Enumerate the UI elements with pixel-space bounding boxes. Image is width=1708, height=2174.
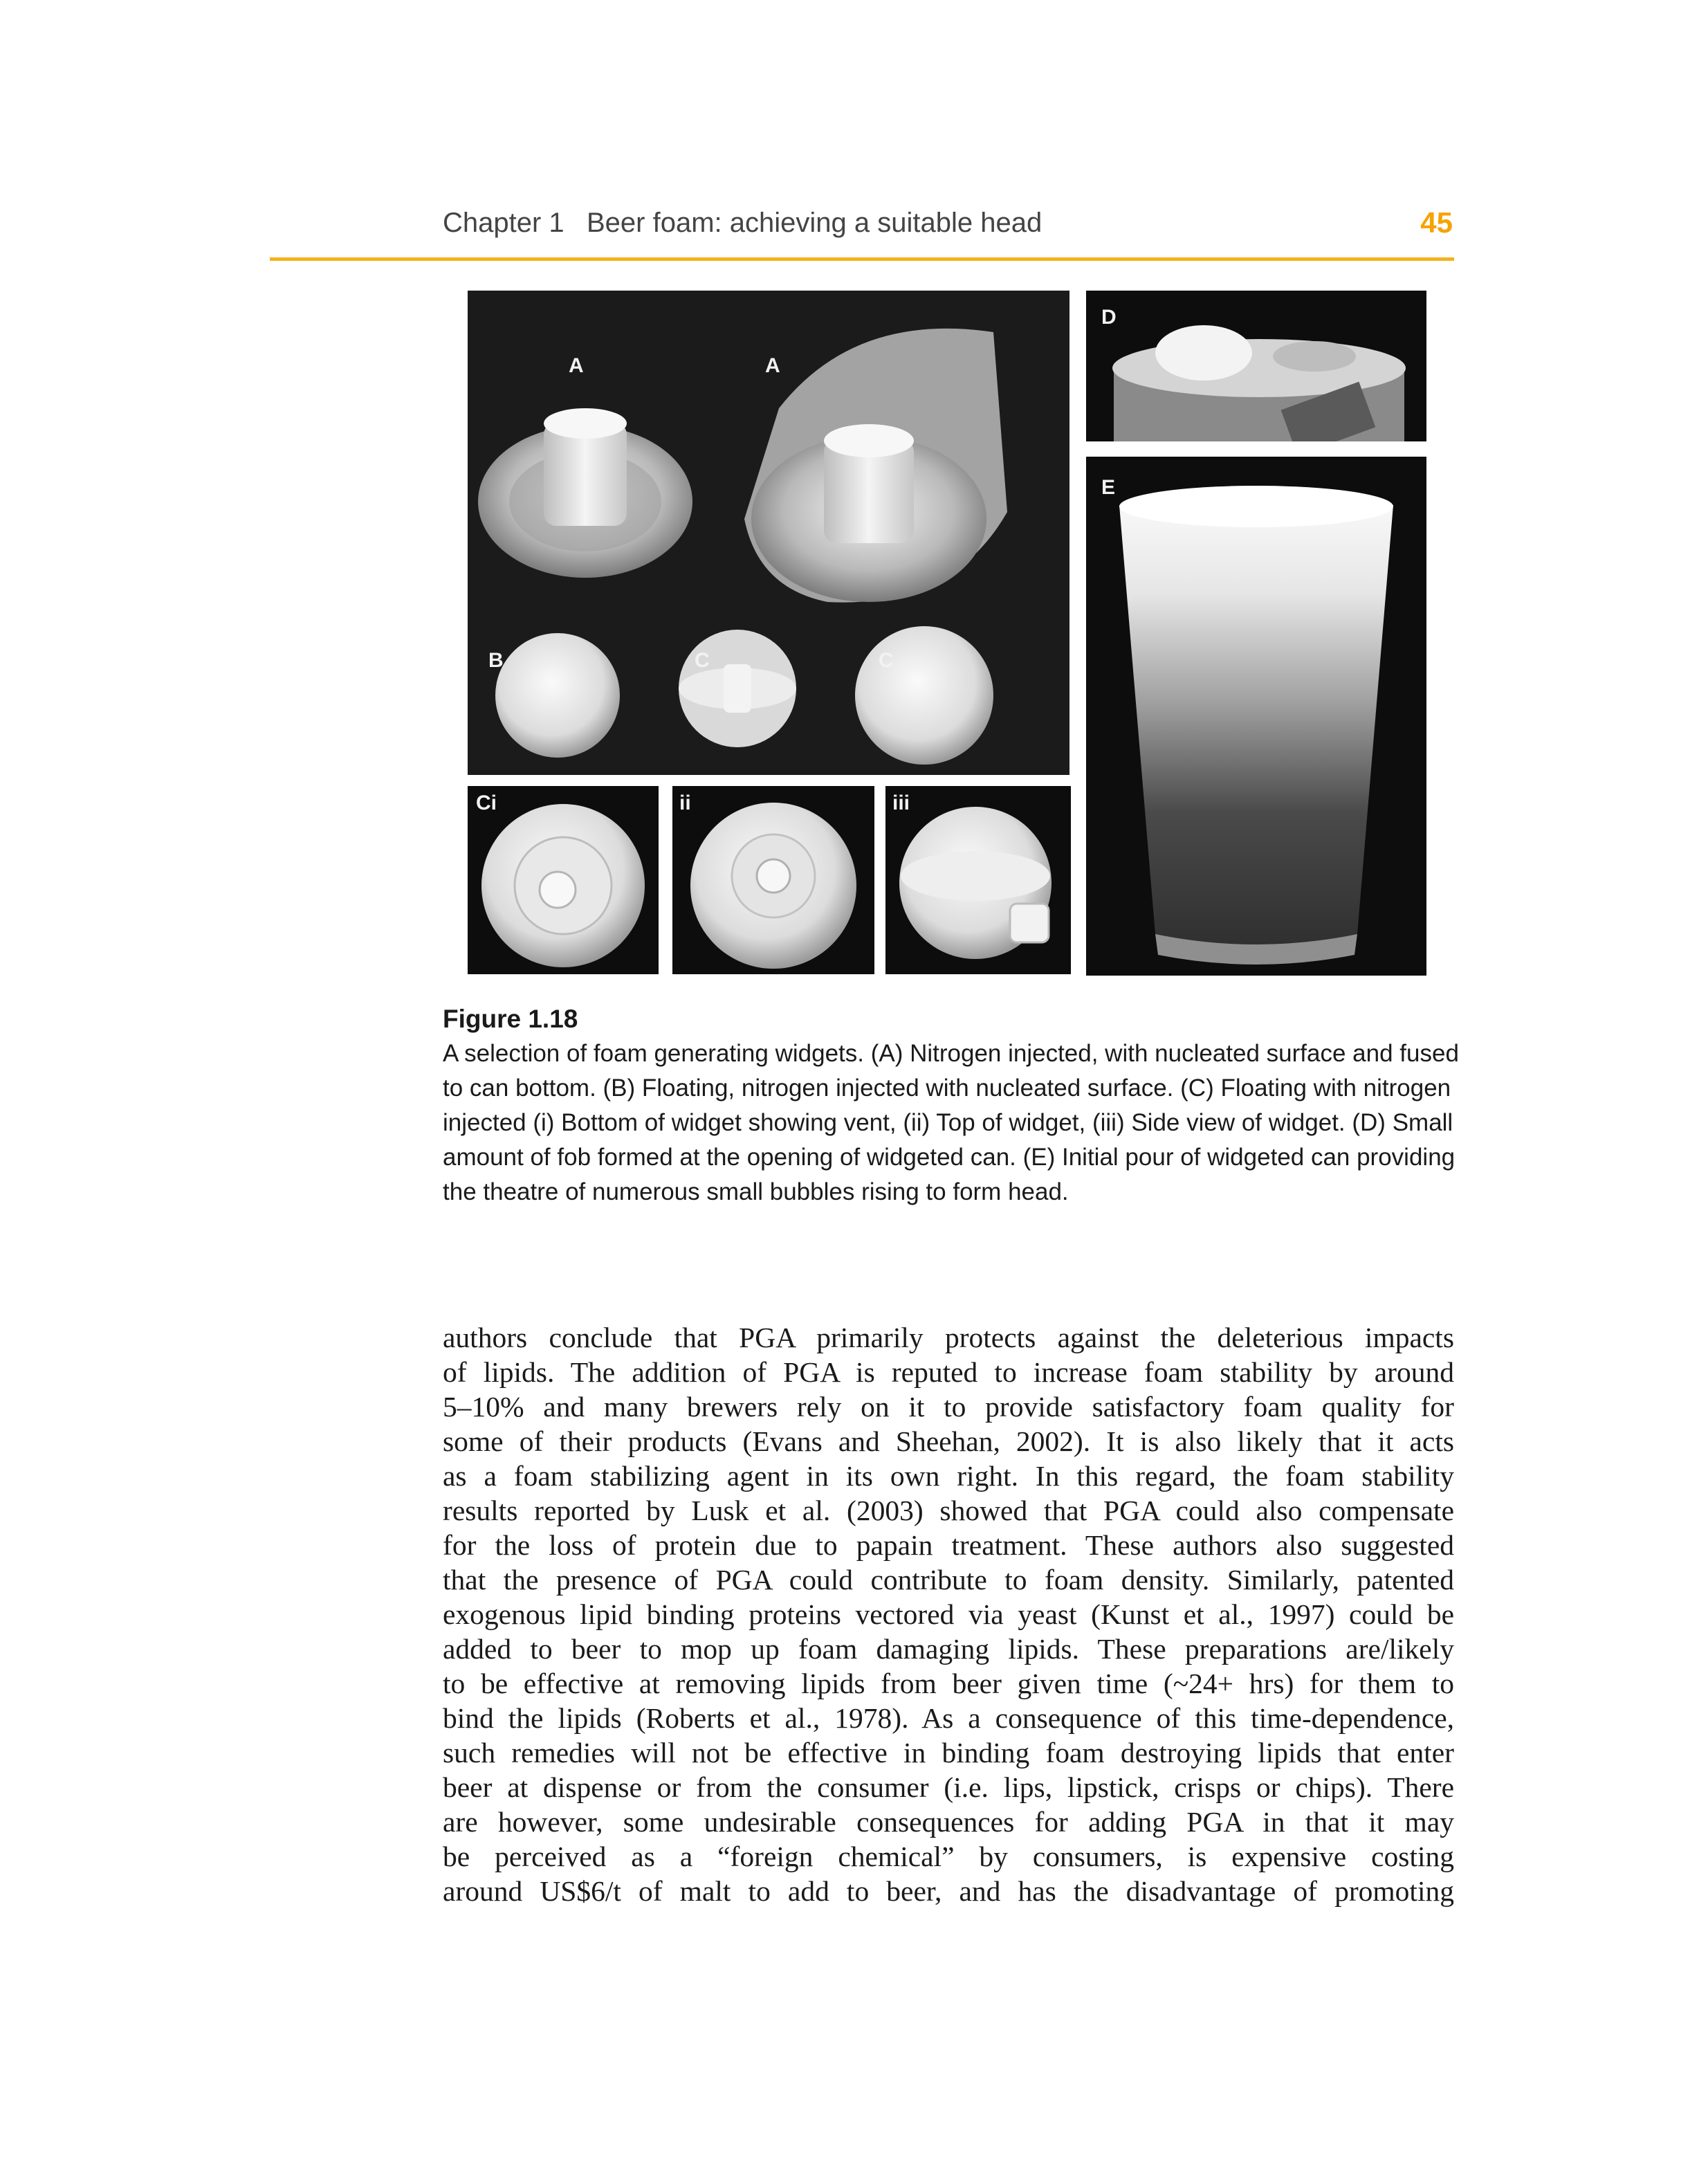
figure-1-18 bbox=[468, 291, 1426, 976]
body-line: as a foam stabilizing agent in its own right. In this regard, the foam stability bbox=[443, 1460, 1454, 1492]
panel-label-ii: ii bbox=[679, 792, 691, 814]
running-header bbox=[443, 205, 1453, 244]
floating-widget-ball bbox=[855, 626, 993, 765]
body-line: around US$6/t of malt to add to beer, and has the disadvantage of promoting bbox=[443, 1875, 1454, 1907]
body-line: be perceived as a “foreign chemical” by consumers, is expensive costing bbox=[443, 1840, 1454, 1872]
widget-side-photo bbox=[885, 786, 1071, 974]
body-line: of lipids. The addition of PGA is reputed to increase foam stability by around bbox=[443, 1356, 1454, 1388]
panel-label-ci: Ci bbox=[476, 792, 497, 814]
floating-widget-ball bbox=[495, 633, 620, 758]
beer-glass-photo bbox=[1086, 457, 1426, 976]
panel-label-c: C bbox=[695, 649, 710, 672]
body-line: 5–10% and many brewers rely on it to provide satisfactory foam quality for bbox=[443, 1391, 1454, 1423]
widget-top-photo bbox=[672, 786, 874, 974]
body-paragraph bbox=[443, 1320, 1454, 1908]
body-line: authors conclude that PGA primarily protects against the deleterious impacts bbox=[443, 1322, 1454, 1353]
panel-ci bbox=[468, 786, 659, 974]
chapter-label: Chapter 1 bbox=[443, 208, 564, 238]
body-line: that the presence of PGA could contribute to foam density. Similarly, patented bbox=[443, 1564, 1454, 1596]
body-line: such remedies will not be effective in binding foam destroying lipids that enter bbox=[443, 1737, 1454, 1769]
body-line: results reported by Lusk et al. (2003) showed that PGA could also compensate bbox=[443, 1495, 1454, 1526]
panel-label-a: A bbox=[569, 354, 584, 377]
header-rule bbox=[270, 257, 1454, 261]
panel-d bbox=[1086, 291, 1426, 441]
panel-label-c: C bbox=[879, 649, 894, 672]
body-line: exogenous lipid binding proteins vectored via yeast (Kunst et al., 1997) could be bbox=[443, 1598, 1454, 1630]
body-line: are however, some undesirable consequences for adding PGA in that it may bbox=[443, 1806, 1454, 1838]
panel-e bbox=[1086, 457, 1426, 976]
chapter-title: Beer foam: achieving a suitable head bbox=[587, 208, 1043, 238]
panel-iii bbox=[885, 786, 1071, 974]
panel-label-iii: iii bbox=[892, 792, 910, 814]
body-line: to be effective at removing lipids from beer given time (~24+ hrs) for them to bbox=[443, 1668, 1454, 1699]
panel-label-b: B bbox=[488, 649, 504, 672]
panel-label-e: E bbox=[1101, 476, 1116, 499]
body-line: bind the lipids (Roberts et al., 1978). As a consequence of this time-dependence, bbox=[443, 1702, 1454, 1734]
panel-widgets-main bbox=[468, 291, 1069, 775]
panel-ii bbox=[672, 786, 874, 974]
body-line: added to beer to mop up foam damaging lipids. These preparations are/likely bbox=[443, 1633, 1454, 1665]
figure-title: Figure 1.18 bbox=[443, 1005, 578, 1033]
body-line: for the loss of protein due to papain treatment. These authors also suggested bbox=[443, 1529, 1454, 1561]
figure-caption bbox=[443, 1002, 1460, 1209]
body-line: some of their products (Evans and Sheehan, 2002). It is also likely that it acts bbox=[443, 1425, 1454, 1457]
body-line: beer at dispense or from the consumer (i.e. lips, lipstick, crisps or chips). There bbox=[443, 1771, 1454, 1803]
panel-label-a: A bbox=[765, 354, 780, 377]
figure-caption-text: A selection of foam generating widgets. (A) Nitrogen injected, with nucleated surface and fused to can bottom. (B) Floating, nitrogen injected with nucleated surface. (C) Floating with nitrogen injected (i) Bottom of widget showing vent, (ii) Top of widget, (iii) Side view of widget. (D) Small amount of fob formed at the opening of widgeted can. (E) Initial pour of widgeted can providing the theatre of numerous small bubbles rising to form head. bbox=[443, 1040, 1459, 1205]
can-opening-photo bbox=[1086, 291, 1426, 441]
page-number: 45 bbox=[1420, 206, 1453, 239]
panel-label-d: D bbox=[1101, 306, 1117, 329]
